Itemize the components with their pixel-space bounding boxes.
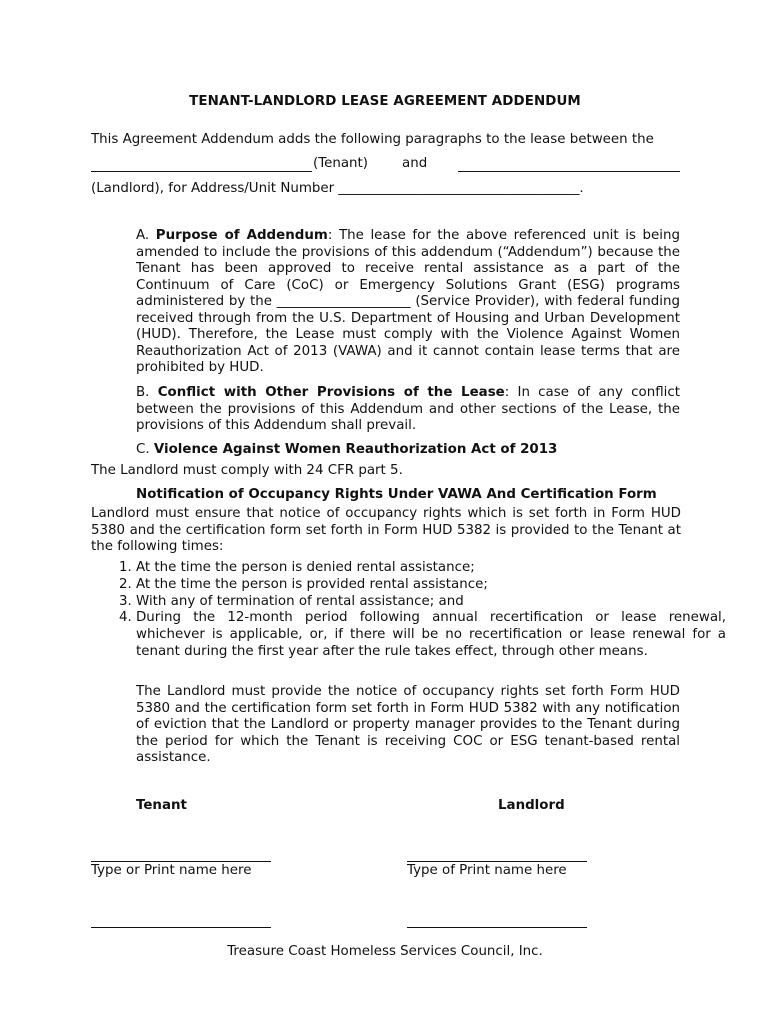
- section-c-heading: Violence Against Women Reauthorization Act of 2013: [153, 442, 558, 457]
- notification-subheading: [136, 487, 680, 504]
- section-a-prefix: A.: [136, 228, 156, 243]
- section-a-text-2: (Service Provider), with federal funding received through from the U.S. Department of Housing and Urban Development (HUD). Therefore, the Lease must comply with the Violence Against Women Reauthorization Act of 2013 (VAWA) and it cannot contain lease terms that are prohibited by HUD.: [136, 294, 680, 375]
- intro-line: This Agreement Addendum adds the following paragraphs to the lease between the: [91, 132, 654, 147]
- section-b-prefix: B.: [136, 385, 158, 400]
- section-c-prefix: C.: [136, 442, 154, 457]
- section-b-heading: Conflict with Other Provisions of the Lease: [157, 385, 505, 400]
- party-names-row: [91, 156, 681, 176]
- section-c-heading-line: [136, 442, 680, 459]
- landlord-name-label: Type of Print name here: [407, 863, 567, 878]
- landlord-heading: Landlord: [498, 798, 565, 813]
- footer-organization: Treasure Coast Homeless Services Council, Inc.: [227, 944, 543, 959]
- provide-paragraph: The Landlord must provide the notice of occupancy rights set forth Form HUD 5380 and the certification form set forth in Form HUD 5382 with any notification of eviction that the Landlord or property manager provides to the Tenant during the period for which the Tenant is receiving COC or ESG tenant-based rental assistance.: [136, 684, 680, 765]
- list-item: 3. With any of termination of rental assistance; and: [136, 594, 726, 611]
- notification-subheading-text: Notification of Occupancy Rights Under VAWA And Certification Form: [136, 487, 657, 502]
- tenant-name-label: Type or Print name here: [91, 863, 252, 878]
- ensure-paragraph: Landlord must ensure that notice of occupancy rights which is set forth in Form HUD 5380 and the certification form set forth in Form HUD 5382 is provided to the Tenant at the following times:: [91, 506, 681, 554]
- landlord-signature-line[interactable]: [407, 927, 587, 928]
- list-item: 4. During the 12-month period following annual recertification or lease renewal, whichever is applicable, or, if there will be no recertification or lease renewal for a tenant during the first year after the rule takes effect, through other means.: [136, 610, 726, 660]
- tenant-name-line[interactable]: [91, 861, 271, 862]
- tenant-name-blank[interactable]: [91, 171, 312, 172]
- notification-times-list: [91, 560, 726, 661]
- section-b-text: : In case of any conflict between the provisions of this Addendum and other sections of the Lease, the provisions of this Addendum shall prevail.: [136, 385, 680, 433]
- landlord-name-line[interactable]: [407, 861, 587, 862]
- and-word: and: [402, 156, 428, 171]
- comply-statement: The Landlord must comply with 24 CFR part 5.: [91, 463, 403, 478]
- document-title: TENANT-LANDLORD LEASE AGREEMENT ADDENDUM: [189, 94, 581, 109]
- section-b-conflict: [136, 385, 680, 435]
- tenant-heading: Tenant: [136, 798, 187, 813]
- list-item: 1. At the time the person is denied rental assistance;: [136, 560, 726, 577]
- section-a-purpose: [136, 228, 680, 377]
- service-provider-blank[interactable]: ____________________: [276, 294, 411, 309]
- section-a-text: : The lease for the above referenced unit is being amended to include the provisions of this addendum (“Addendum”) because the Tenant has been approved to receive rental assistance as a part of the Continuum of Care (CoC) or Emergency Solutions Grant (ESG) programs administered by the: [136, 228, 680, 309]
- landlord-name-blank[interactable]: [458, 171, 680, 172]
- landlord-address-line: (Landlord), for Address/Unit Number ____________________________________.: [91, 181, 584, 196]
- list-item: 2. At the time the person is provided rental assistance;: [136, 577, 726, 594]
- tenant-signature-line[interactable]: [91, 927, 271, 928]
- section-a-heading: Purpose of Addendum: [155, 228, 328, 243]
- tenant-label: (Tenant): [313, 156, 369, 171]
